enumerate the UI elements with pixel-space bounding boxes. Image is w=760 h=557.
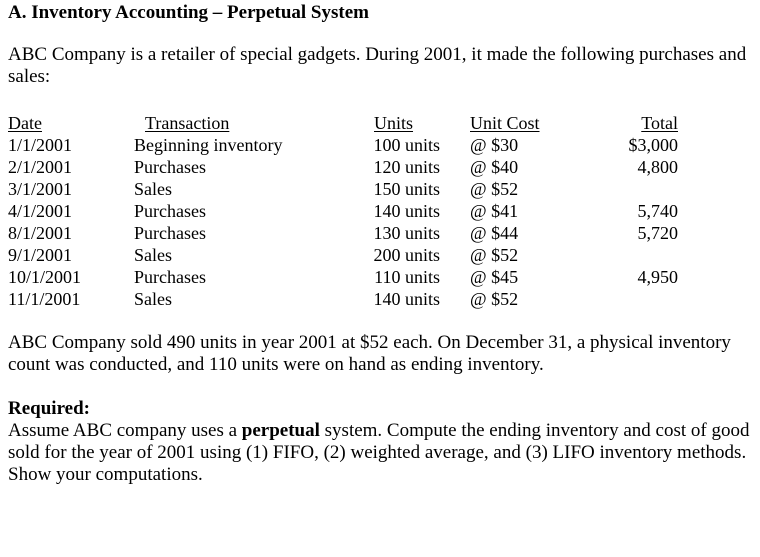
header-date: Date xyxy=(8,113,42,133)
cell-date: 11/1/2001 xyxy=(8,289,81,309)
cell-unit-cost: @ $52 xyxy=(470,245,519,265)
header-transaction: Transaction xyxy=(145,113,230,133)
cell-transaction: Purchases xyxy=(134,201,206,221)
cell-transaction: Sales xyxy=(134,179,172,199)
cell-units: 200 units xyxy=(373,245,440,265)
cell-units: 140 units xyxy=(373,201,440,221)
required-text-after: system. Compute the ending inventory and cost of good sold for the year of 2001 using (1) FIFO, (2) weighted average, and (3) LIFO inventory methods. Show your computations. xyxy=(8,420,750,485)
cell-unit-cost: @ $40 xyxy=(470,157,519,177)
table-row xyxy=(8,266,753,288)
required-text-before: Assume ABC company uses a xyxy=(8,420,242,441)
table-row xyxy=(8,288,753,310)
cell-transaction: Sales xyxy=(134,245,172,265)
table-row xyxy=(8,222,753,244)
cell-transaction: Purchases xyxy=(134,157,206,177)
cell-unit-cost: @ $44 xyxy=(470,223,519,243)
table-row xyxy=(8,156,753,178)
cell-total: 4,950 xyxy=(637,267,678,287)
inventory-table xyxy=(8,112,753,310)
table-body xyxy=(8,134,753,310)
cell-date: 10/1/2001 xyxy=(8,267,82,287)
intro-paragraph: ABC Company is a retailer of special gadgets. During 2001, it made the following purchases and sales: xyxy=(8,44,747,87)
cell-date: 3/1/2001 xyxy=(8,179,73,199)
cell-unit-cost: @ $41 xyxy=(470,201,519,221)
cell-transaction: Purchases xyxy=(134,267,206,287)
cell-unit-cost: @ $52 xyxy=(470,179,519,199)
cell-units: 140 units xyxy=(373,289,440,309)
cell-transaction: Sales xyxy=(134,289,172,309)
section-title: A. Inventory Accounting – Perpetual System xyxy=(8,2,369,23)
cell-date: 8/1/2001 xyxy=(8,223,73,243)
cell-date: 9/1/2001 xyxy=(8,245,73,265)
table-row xyxy=(8,244,753,266)
cell-units: 150 units xyxy=(373,179,440,199)
table-row xyxy=(8,134,753,156)
required-paragraph xyxy=(8,420,753,486)
cell-date: 2/1/2001 xyxy=(8,157,73,177)
table-row xyxy=(8,200,753,222)
cell-unit-cost: @ $52 xyxy=(470,289,519,309)
cell-total: 5,740 xyxy=(637,201,678,221)
cell-date: 4/1/2001 xyxy=(8,201,73,221)
cell-transaction: Purchases xyxy=(134,223,206,243)
cell-unit-cost: @ $45 xyxy=(470,267,519,287)
table-row xyxy=(8,178,753,200)
required-text-bold: perpetual xyxy=(241,420,320,441)
cell-unit-cost: @ $30 xyxy=(470,135,519,155)
cell-units: 120 units xyxy=(373,157,440,177)
cell-units: 110 units xyxy=(374,267,440,287)
cell-total: $3,000 xyxy=(628,135,678,155)
cell-units: 100 units xyxy=(373,135,440,155)
cell-transaction: Beginning inventory xyxy=(134,135,283,155)
header-units: Units xyxy=(374,113,414,133)
cell-total: 4,800 xyxy=(637,157,678,177)
table-header-row xyxy=(8,112,753,134)
header-total: Total xyxy=(641,113,678,133)
cell-date: 1/1/2001 xyxy=(8,135,73,155)
cell-units: 130 units xyxy=(373,223,440,243)
header-unit-cost: Unit Cost xyxy=(470,113,540,133)
required-heading: Required: xyxy=(8,398,90,419)
cell-total: 5,720 xyxy=(637,223,678,243)
summary-paragraph: ABC Company sold 490 units in year 2001 at $52 each. On December 31, a physical inventory count was conducted, and 110 units were on hand as ending inventory. xyxy=(8,332,731,375)
